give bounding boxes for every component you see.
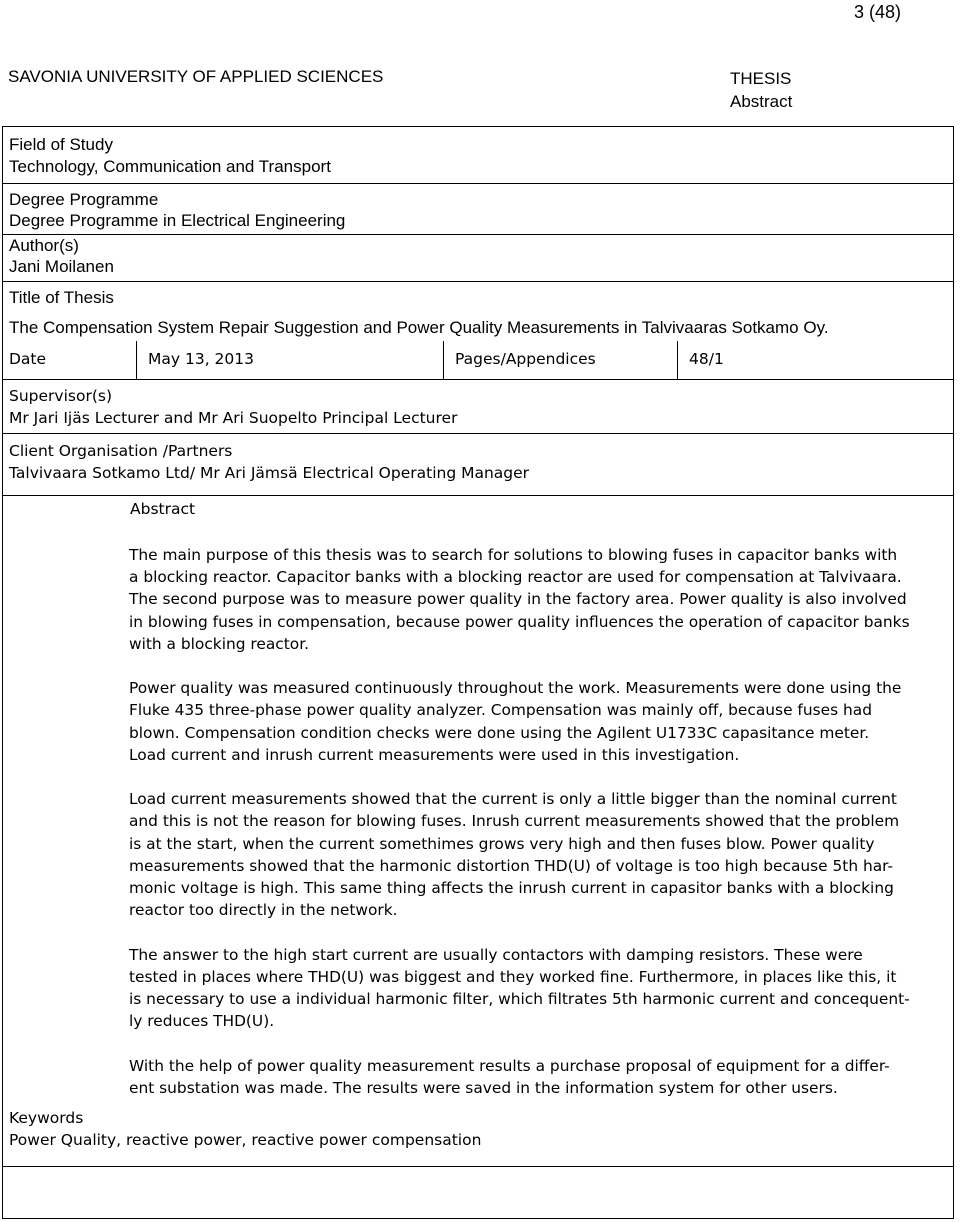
abstract-line: Load current and inrush current measurements were used in this investigation.: [129, 745, 740, 764]
abstract-line: With the help of power quality measurement results a purchase proposal of equipment for a differ-: [129, 1056, 890, 1075]
abstract-line: The main purpose of this thesis was to search for solutions to blowing fuses in capacitor banks with: [129, 546, 898, 564]
abstract-line: and this is not the reason for blowing fuses. Inrush current measurements showed that the problem: [129, 812, 900, 831]
abstract-paragraph-1: [129, 544, 949, 655]
abstract-line: monic voltage is high. This same thing affects the inrush current in capasitor banks with a blocking: [129, 879, 894, 898]
university-name: SAVONIA UNIVERSITY OF APPLIED SCIENCES: [8, 67, 384, 86]
pages-value: 48/1: [689, 350, 724, 368]
abstract-line: tested in places where THD(U) was biggest and they worked fine. Furthermore, in places like this, it: [129, 967, 897, 986]
document-type-abstract: Abstract: [730, 92, 793, 111]
abstract-line: a blocking reactor. Capacitor banks with a blocking reactor are used for compensation at Talvivaara.: [129, 568, 902, 587]
date-divider: [136, 341, 137, 379]
pages-value-divider: [677, 341, 678, 379]
supervisors-value: Mr Jari Ijäs Lecturer and Mr Ari Suopelto Principal Lecturer: [9, 409, 458, 427]
abstract-paragraph-4: [129, 944, 949, 1033]
title-of-thesis-value: The Compensation System Repair Suggestion and Power Quality Measurements in Talvivaaras Sotkamo Oy.: [9, 318, 829, 337]
field-of-study-row: [3, 127, 953, 183]
abstract-line: Fluke 435 three-phase power quality analyzer. Compensation was mainly off, because fuses had: [129, 701, 872, 720]
abstract-line: blown. Compensation condition checks were done using the Agilent U1733C capasitance meter.: [129, 723, 870, 742]
date-pages-row: [3, 341, 953, 379]
abstract-body: [129, 544, 949, 1099]
abstract-heading: Abstract: [130, 500, 196, 518]
supervisors-label: Supervisor(s): [9, 387, 112, 405]
pages-label-divider: [443, 341, 444, 379]
abstract-line: ent substation was made. The results were saved in the information system for other users.: [129, 1078, 838, 1097]
abstract-line: Power quality was measured continuously throughout the work. Measurements were done using the: [129, 679, 902, 698]
keywords-value: Power Quality, reactive power, reactive power compensation: [9, 1131, 482, 1149]
abstract-line: ly reduces THD(U).: [129, 1012, 275, 1031]
abstract-line: Load current measurements showed that the current is only a little bigger than the nominal current: [129, 790, 897, 809]
title-of-thesis-row: [3, 281, 953, 342]
authors-label: Author(s): [9, 236, 79, 255]
abstract-line: is necessary to use a individual harmonic filter, which filtrates 5th harmonic current and concequent-: [129, 990, 910, 1009]
field-of-study-value: Technology, Communication and Transport: [9, 157, 331, 176]
client-label: Client Organisation /Partners: [9, 442, 233, 460]
client-value: Talvivaara Sotkamo Ltd/ Mr Ari Jämsä Electrical Operating Manager: [9, 464, 530, 482]
keywords-bottom-border: [2, 1166, 954, 1167]
abstract-paragraph-2: [129, 677, 949, 766]
abstract-line: is at the start, when the current somethimes grows very high and then fuses blow. Power quality: [129, 834, 875, 853]
document-type: [730, 67, 792, 113]
abstract-line: reactor too directly in the network.: [129, 901, 398, 920]
document-type-thesis: THESIS: [730, 69, 792, 88]
degree-programme-value: Degree Programme in Electrical Engineering: [9, 211, 346, 230]
abstract-line: The second purpose was to measure power quality in the factory area. Power quality is also involved: [129, 590, 907, 609]
pages-label: Pages/Appendices: [455, 350, 596, 368]
abstract-paragraph-5: [129, 1055, 949, 1099]
title-of-thesis-label: Title of Thesis: [9, 288, 114, 307]
degree-programme-row: [3, 183, 953, 235]
field-of-study-label: Field of Study: [9, 135, 113, 154]
abstract-paragraph-3: [129, 788, 949, 921]
abstract-line: measurements showed that the harmonic distortion THD(U) of voltage is too high because 5th har-: [129, 856, 894, 875]
abstract-line: with a blocking reactor.: [129, 634, 310, 653]
authors-row: [3, 234, 953, 282]
date-label: Date: [9, 350, 47, 368]
abstract-top-border: [3, 495, 953, 496]
keywords-label: Keywords: [9, 1109, 84, 1127]
client-row: [3, 433, 953, 496]
degree-programme-label: Degree Programme: [9, 190, 159, 209]
authors-value: Jani Moilanen: [9, 257, 114, 276]
date-value: May 13, 2013: [148, 350, 254, 368]
page-number: 3 (48): [853, 2, 901, 22]
supervisors-row: [3, 379, 953, 434]
abstract-line: in blowing fuses in compensation, because power quality influences the operation of capacitor banks: [129, 612, 910, 631]
abstract-line: The answer to the high start current are usually contactors with damping resistors. These were: [129, 945, 863, 964]
